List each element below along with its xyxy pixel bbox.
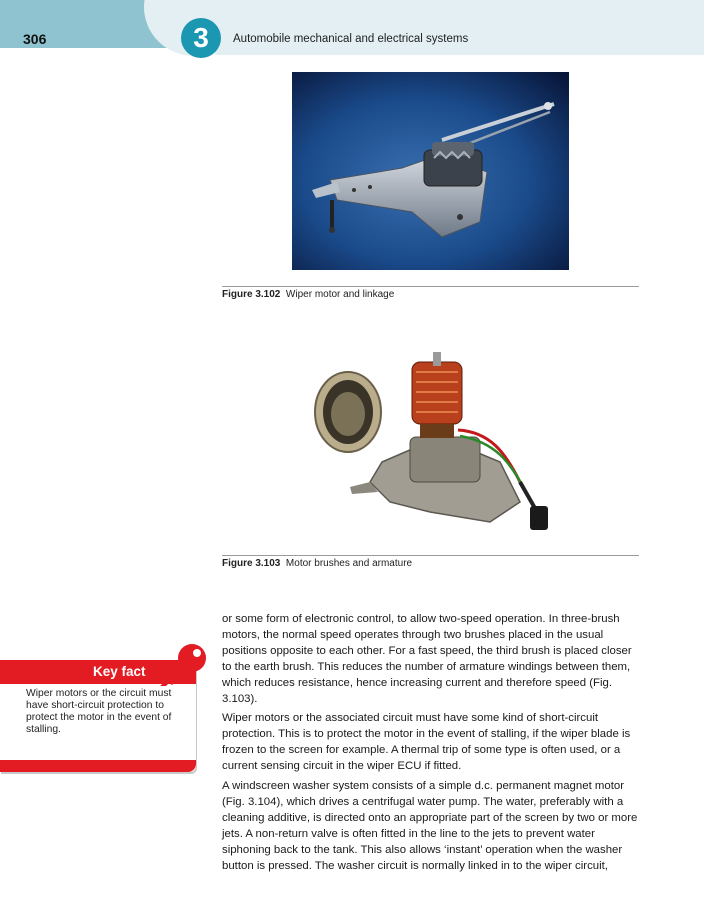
figure-3-103-label: Figure 3.103 <box>222 558 281 569</box>
body-paragraph-2: Wiper motors or the associated circuit must have some kind of short-circuit protection. This is to protect the motor in the event of stalling, if the wiper blade is frozen to the screen for example. A thermal trip of some type is often used, or a current sensing circuit in the wiper ECU if fitted. <box>222 712 631 773</box>
figure-3-102-rule <box>222 286 639 287</box>
key-fact-text: Wiper motors or the circuit must have short-circuit protection to protect the motor in the event of stalling. <box>26 688 172 735</box>
key-fact-footer-bar <box>0 760 196 772</box>
figure-3-102-photo <box>292 72 569 270</box>
figure-3-103-rule <box>222 555 639 556</box>
body-paragraph-3: A windscreen washer system consists of a simple d.c. permanent magnet motor (Fig. 3.104), which drives a centrifugal water pump. The water, preferably with a cleaning additive, is directed onto an appropriate part of the screen by two or more jets. A non-return valve is often fitted in the line to the jets to prevent water siphoning back to the tank. This also allows ‘instant’ operation when the washer button is pressed. The washer circuit is normally linked in to the wiper circuit, <box>222 780 638 872</box>
figure-3-102-caption <box>222 289 394 300</box>
page-number: 306 <box>23 31 47 47</box>
key-icon <box>152 642 212 687</box>
figure-3-103-text: Motor brushes and armature <box>285 558 413 569</box>
figure-3-103-photo <box>290 342 586 542</box>
body-paragraph-1: or some form of electronic control, to allow two-speed operation. In three-brush motors, the normal speed operates through two brushes placed in the usual positions opposite to each other. For a fast speed, the third brush is placed closer to the earth brush. This reduces the number of armature windings between them, which reduces resistance, hence increasing current and therefore speed (Fig. 3.103). <box>222 613 632 705</box>
running-head: Automobile mechanical and electrical systems <box>233 33 469 45</box>
figure-3-102-text: Wiper motor and linkage <box>285 289 395 300</box>
header-running-band <box>215 0 704 55</box>
figure-3-102-label: Figure 3.102 <box>222 289 281 300</box>
body-text <box>222 612 640 879</box>
figure-3-103-caption <box>222 558 412 569</box>
key-fact-title: Key fact <box>93 664 146 679</box>
chapter-number-badge: 3 <box>181 18 221 58</box>
